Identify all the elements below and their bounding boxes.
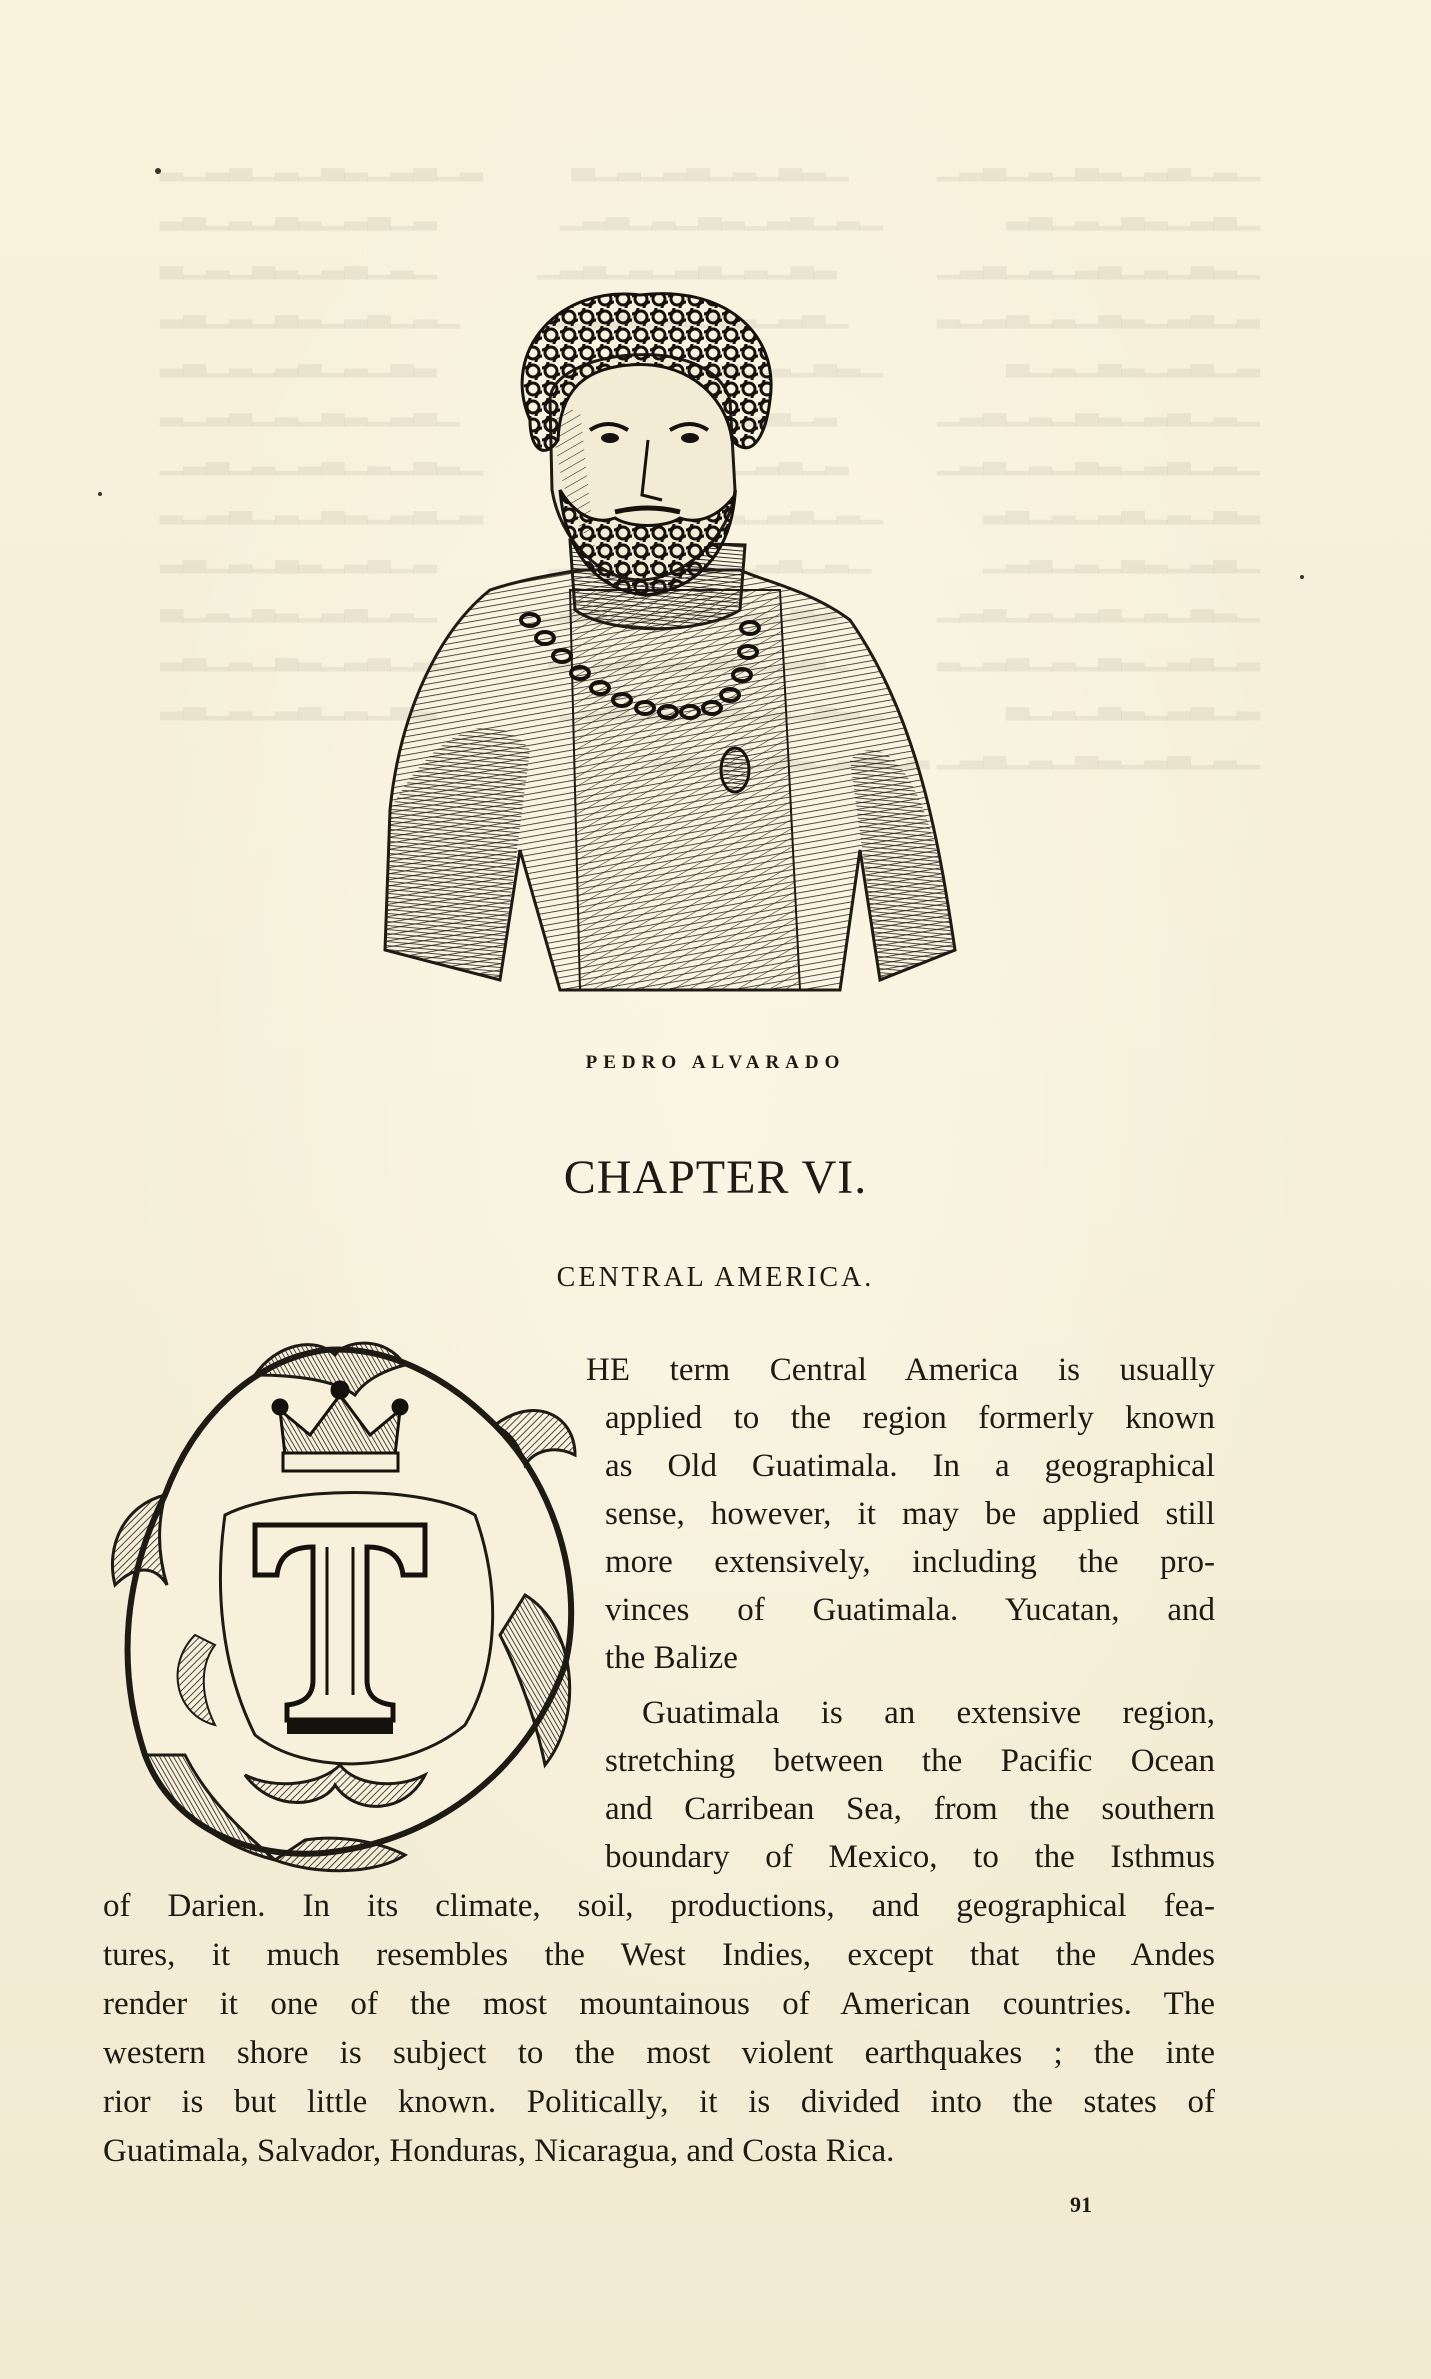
body-line-15: western shore is subject to the most violent earthquakes ; the inte: [103, 2035, 1215, 2071]
body-line-16: rior is but little known. Politically, it is divided into the states of: [103, 2084, 1215, 2120]
ink-speck: [1300, 575, 1304, 579]
body-line-1: HE term Central America is usually: [586, 1352, 1215, 1388]
portrait-engraving: [380, 290, 960, 1020]
body-line-3: as Old Guatimala. In a geographical: [605, 1448, 1215, 1484]
body-line-5: more extensively, including the pro-: [605, 1544, 1215, 1580]
body-line-7: the Balize: [605, 1640, 738, 1676]
body-line-14: render it one of the most mountainous of American countries. The: [103, 1986, 1215, 2022]
chapter-title: CHAPTER VI.: [563, 1151, 868, 1204]
body-line-4: sense, however, it may be applied still: [605, 1496, 1215, 1532]
bleed-through-texture: ▁▂▁▃▂▁▂▃▁▂▁▃▂▁ ▁▂▃▁▂▁▃▂▁▂▁▃ ▂▁▃▂▁▂▃▁▂▁▃▂▁▂ ▁▃▂▁▂▃▁▂▁▃▂ ▁▂▁▃▂▁▂▃▁▂▁▃▂▁ ▂▁▃▂▁▂▃▁▂▁▃▂ ▁▂▃▁▂▁▃▂▁▂▁▃▂▁ ▂▃▁▂▁▃▂▁▂▁▃▂▁ ▁▂▁▃▂▁▂▃▁▂▁▃ ▂▁▃▂▁▂▃▁▂▁▃▂▁▂ ▁▂▁▃▂▁▂▃▁▂▁▃▂ ▂▁▃▂▁▂▃▁▂▁▃ ▂▃▁▂▁▃▂▁▂▁▃▂ ▁▂▁▃▂▁▂▃▁▂▁▃▂▁ ▁▃▂▁▂▃▁▂▁▃▂▁▂ ▁▂▁▃▂▁▂▃▁▂▁▃▂▁ ▁▂▃▁▂▁▃▂▁▂▁▃▂▁ ▂▃▁▂▁▃▂▁▂▁▃▂ ▂▁▃▂▁▂▃▁▂▁▃▂▁▂ ▁▃▂▁▂▃▁▂▁▃▂▁ ▂▁▃▂▁▂▃▁▂▁▃▂ ▁▂▃▁▂▁▃▂▁▂▁▃▂▁ ▁▂▁▃▂▁▂▃▁▂▁▃ ▂▁▃▂▁▂▃▁▂▁▃▂▁▂ ▁▂▁▃▂▁▂▃▁▂▁▃▂ ▂▁▃▂▁▂▃▁▂▁▃ ▂▃▁▂▁▃▂▁▂▁▃▂ ▁▂▁▃▂▁▂▃▁▂▁▃▂▁: [160, 148, 1260, 769]
body-line-2: applied to the region formerly known: [605, 1400, 1215, 1436]
body-line-10: and Carribean Sea, from the southern: [605, 1791, 1215, 1827]
portrait-caption: PEDRO ALVARADO: [585, 1052, 846, 1073]
body-line-12: of Darien. In its climate, soil, productions, and geographical fea-: [103, 1888, 1215, 1924]
ornamental-initial-t: [105, 1335, 585, 1875]
body-line-13: tures, it much resembles the West Indies, except that the Andes: [103, 1937, 1215, 1973]
ink-speck: [155, 168, 161, 174]
page-number: 91: [1070, 2192, 1092, 2217]
body-line-9: stretching between the Pacific Ocean: [605, 1743, 1215, 1779]
body-line-17: Guatimala, Salvador, Honduras, Nicaragua, and Costa Rica.: [103, 2133, 895, 2169]
ink-speck: [98, 492, 102, 496]
body-line-11: boundary of Mexico, to the Isthmus: [605, 1839, 1215, 1875]
body-line-6: vinces of Guatimala. Yucatan, and: [605, 1592, 1215, 1628]
chapter-subtitle: CENTRAL AMERICA.: [556, 1262, 875, 1293]
body-line-8: Guatimala is an extensive region,: [642, 1695, 1215, 1731]
